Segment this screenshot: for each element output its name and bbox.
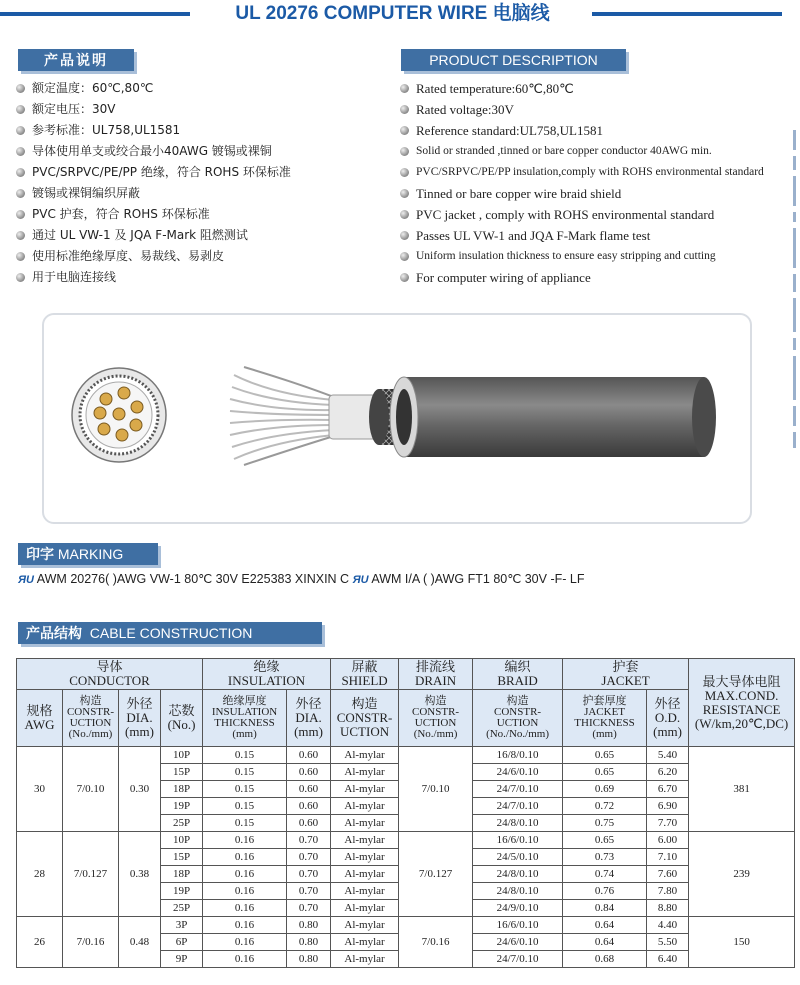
cell-cores: 15P bbox=[161, 764, 203, 781]
header-cores: 芯数 (No.) bbox=[161, 690, 203, 747]
cell-jacket-thickness: 0.84 bbox=[563, 900, 647, 917]
cell-cores: 18P bbox=[161, 781, 203, 798]
cell-cores: 18P bbox=[161, 866, 203, 883]
cell-jacket-od: 7.10 bbox=[647, 849, 689, 866]
marking-part-2: AWM I/A ( )AWG FT1 80℃ 30V -F- LF bbox=[371, 572, 585, 586]
cell-shield: Al-mylar bbox=[331, 832, 399, 849]
header-conductor-construction: 构造 CONSTR- UCTION (No./mm) bbox=[63, 690, 119, 747]
cell-insulation-thickness: 0.15 bbox=[203, 815, 287, 832]
cell-jacket-od: 6.40 bbox=[647, 951, 689, 968]
group-header-drain: 排流线 DRAIN bbox=[399, 659, 473, 690]
cell-shield: Al-mylar bbox=[331, 951, 399, 968]
cell-insulation-thickness: 0.16 bbox=[203, 849, 287, 866]
cell-jacket-thickness: 0.74 bbox=[563, 866, 647, 883]
cell-shield: Al-mylar bbox=[331, 815, 399, 832]
cell-cores: 19P bbox=[161, 883, 203, 900]
header-rule-right bbox=[592, 12, 782, 16]
description-list-cn bbox=[14, 78, 291, 288]
cell-braid: 24/7/0.10 bbox=[473, 798, 563, 815]
cell-insulation-thickness: 0.16 bbox=[203, 917, 287, 934]
cell-insulation-thickness: 0.16 bbox=[203, 832, 287, 849]
table-row bbox=[17, 747, 795, 764]
ul-logo-icon: ЯU bbox=[18, 574, 34, 586]
description-item: 用于电脑连接线 bbox=[14, 267, 291, 288]
cell-shield: Al-mylar bbox=[331, 866, 399, 883]
cell-drain: 7/0.16 bbox=[399, 917, 473, 968]
description-list-en bbox=[398, 78, 764, 288]
group-header-insulation: 绝缘 INSULATION bbox=[203, 659, 331, 690]
cell-drain: 7/0.127 bbox=[399, 832, 473, 917]
cell-insulation-dia: 0.70 bbox=[287, 866, 331, 883]
section-label-en: CABLE CONSTRUCTION bbox=[89, 625, 253, 641]
cell-shield: Al-mylar bbox=[331, 883, 399, 900]
section-label-cn: 印字 bbox=[26, 547, 54, 563]
cell-insulation-thickness: 0.15 bbox=[203, 798, 287, 815]
cell-cores: 10P bbox=[161, 747, 203, 764]
cell-jacket-thickness: 0.64 bbox=[563, 934, 647, 951]
section-tab-construction bbox=[18, 622, 322, 644]
cell-jacket-thickness: 0.64 bbox=[563, 917, 647, 934]
description-item: 导体使用单支或绞合最小40AWG 镀锡或裸铜 bbox=[14, 141, 291, 162]
cell-jacket-thickness: 0.68 bbox=[563, 951, 647, 968]
section-label: 产品说明 bbox=[44, 53, 108, 69]
cell-awg: 28 bbox=[17, 832, 63, 917]
description-item: PVC/SRPVC/PE/PP 绝缘，符合 ROHS 环保标准 bbox=[14, 162, 291, 183]
section-label-cn: 产品结构 bbox=[26, 626, 82, 642]
cell-insulation-dia: 0.60 bbox=[287, 764, 331, 781]
description-item: Rated voltage:30V bbox=[398, 99, 764, 120]
cell-insulation-dia: 0.60 bbox=[287, 747, 331, 764]
cell-jacket-od: 4.40 bbox=[647, 917, 689, 934]
cell-insulation-thickness: 0.15 bbox=[203, 747, 287, 764]
cell-conductor-construction: 7/0.10 bbox=[63, 747, 119, 832]
cell-shield: Al-mylar bbox=[331, 849, 399, 866]
cell-insulation-dia: 0.70 bbox=[287, 883, 331, 900]
group-header-shield: 屏蔽 SHIELD bbox=[331, 659, 399, 690]
group-header-braid: 编织 BRAID bbox=[473, 659, 563, 690]
section-label-en: MARKING bbox=[57, 546, 124, 562]
cell-jacket-thickness: 0.72 bbox=[563, 798, 647, 815]
description-item: Solid or stranded ,tinned or bare copper conductor 40AWG min. bbox=[398, 141, 764, 162]
header-insulation-dia: 外径 DIA. (mm) bbox=[287, 690, 331, 747]
header-jacket-thickness: 护套厚度 JACKET THICKNESS (mm) bbox=[563, 690, 647, 747]
cell-cores: 25P bbox=[161, 900, 203, 917]
cell-insulation-thickness: 0.16 bbox=[203, 900, 287, 917]
description-item: 镀锡或裸铜编织屏蔽 bbox=[14, 183, 291, 204]
description-item: 额定电压：30V bbox=[14, 99, 291, 120]
header-insulation-thickness: 绝缘厚度 INSULATION THICKNESS (mm) bbox=[203, 690, 287, 747]
cross-section bbox=[72, 368, 166, 462]
section-tab-marking bbox=[18, 543, 158, 565]
side-watermark bbox=[788, 130, 800, 450]
cell-conductor-dia: 0.30 bbox=[119, 747, 161, 832]
section-label: PRODUCT DESCRIPTION bbox=[429, 52, 598, 68]
cell-shield: Al-mylar bbox=[331, 934, 399, 951]
cell-insulation-dia: 0.70 bbox=[287, 849, 331, 866]
cell-cores: 6P bbox=[161, 934, 203, 951]
cell-braid: 24/8/0.10 bbox=[473, 866, 563, 883]
cell-max-resistance: 381 bbox=[689, 747, 795, 832]
exposed-wires bbox=[230, 367, 344, 465]
cable-construction-table bbox=[16, 658, 795, 968]
cable-illustration-panel bbox=[42, 313, 752, 524]
cell-insulation-dia: 0.60 bbox=[287, 815, 331, 832]
cell-awg: 26 bbox=[17, 917, 63, 968]
cell-cores: 9P bbox=[161, 951, 203, 968]
cell-insulation-dia: 0.70 bbox=[287, 832, 331, 849]
cell-cores: 3P bbox=[161, 917, 203, 934]
description-item: Tinned or bare copper wire braid shield bbox=[398, 183, 764, 204]
cell-insulation-thickness: 0.16 bbox=[203, 866, 287, 883]
cell-braid: 24/5/0.10 bbox=[473, 849, 563, 866]
cell-jacket-od: 6.90 bbox=[647, 798, 689, 815]
description-item: 使用标准绝缘厚度、易裁线、易剥皮 bbox=[14, 246, 291, 267]
cell-conductor-construction: 7/0.16 bbox=[63, 917, 119, 968]
cell-insulation-dia: 0.80 bbox=[287, 934, 331, 951]
cell-insulation-dia: 0.80 bbox=[287, 917, 331, 934]
cell-jacket-thickness: 0.75 bbox=[563, 815, 647, 832]
cell-insulation-thickness: 0.16 bbox=[203, 951, 287, 968]
cell-jacket-od: 6.70 bbox=[647, 781, 689, 798]
cell-shield: Al-mylar bbox=[331, 764, 399, 781]
cell-jacket-od: 7.70 bbox=[647, 815, 689, 832]
description-item: Rated temperature:60℃,80℃ bbox=[398, 78, 764, 99]
cell-braid: 24/9/0.10 bbox=[473, 900, 563, 917]
header-drain-construction: 构造 CONSTR- UCTION (No./mm) bbox=[399, 690, 473, 747]
table-body bbox=[17, 747, 795, 968]
header-jacket-od: 外径 O.D. (mm) bbox=[647, 690, 689, 747]
cell-jacket-thickness: 0.65 bbox=[563, 832, 647, 849]
description-item: PVC 护套，符合 ROHS 环保标准 bbox=[14, 204, 291, 225]
cell-conductor-dia: 0.48 bbox=[119, 917, 161, 968]
cell-cores: 15P bbox=[161, 849, 203, 866]
section-tab-product-desc-en bbox=[401, 49, 626, 71]
description-item: Uniform insulation thickness to ensure easy stripping and cutting bbox=[398, 246, 764, 267]
header-braid-construction: 构造 CONSTR- UCTION (No./No./mm) bbox=[473, 690, 563, 747]
cell-braid: 16/8/0.10 bbox=[473, 747, 563, 764]
table-row bbox=[17, 832, 795, 849]
group-header-jacket: 护套 JACKET bbox=[563, 659, 689, 690]
cell-braid: 16/6/0.10 bbox=[473, 832, 563, 849]
cell-shield: Al-mylar bbox=[331, 747, 399, 764]
cable-illustration bbox=[44, 315, 750, 522]
cell-jacket-thickness: 0.76 bbox=[563, 883, 647, 900]
description-item: 通过 UL VW-1 及 JQA F-Mark 阻燃测试 bbox=[14, 225, 291, 246]
cell-conductor-construction: 7/0.127 bbox=[63, 832, 119, 917]
description-item: For computer wiring of appliance bbox=[398, 267, 764, 288]
cell-braid: 24/8/0.10 bbox=[473, 883, 563, 900]
cell-jacket-od: 5.50 bbox=[647, 934, 689, 951]
cell-jacket-od: 6.20 bbox=[647, 764, 689, 781]
cell-jacket-od: 5.40 bbox=[647, 747, 689, 764]
cell-conductor-dia: 0.38 bbox=[119, 832, 161, 917]
cell-insulation-thickness: 0.16 bbox=[203, 883, 287, 900]
cell-jacket-thickness: 0.65 bbox=[563, 747, 647, 764]
cell-insulation-dia: 0.80 bbox=[287, 951, 331, 968]
description-item: 参考标准：UL758,UL1581 bbox=[14, 120, 291, 141]
ul-logo-icon: ЯU bbox=[352, 574, 369, 586]
cell-cores: 10P bbox=[161, 832, 203, 849]
cell-jacket-od: 6.00 bbox=[647, 832, 689, 849]
cell-braid: 24/6/0.10 bbox=[473, 934, 563, 951]
cell-jacket-od: 7.60 bbox=[647, 866, 689, 883]
description-item: Reference standard:UL758,UL1581 bbox=[398, 120, 764, 141]
cell-insulation-thickness: 0.15 bbox=[203, 781, 287, 798]
cell-braid: 24/8/0.10 bbox=[473, 815, 563, 832]
cell-max-resistance: 150 bbox=[689, 917, 795, 968]
group-header-conductor: 导体 CONDUCTOR bbox=[17, 659, 203, 690]
section-tab-product-desc-cn bbox=[18, 49, 134, 71]
cell-jacket-thickness: 0.65 bbox=[563, 764, 647, 781]
cell-jacket-thickness: 0.69 bbox=[563, 781, 647, 798]
cell-braid: 24/7/0.10 bbox=[473, 781, 563, 798]
marking-part-1: AWM 20276( )AWG VW-1 80℃ 30V E225383 XINXIN C bbox=[36, 572, 350, 586]
cell-insulation-thickness: 0.15 bbox=[203, 764, 287, 781]
header-shield-construction: 构造 CONSTR- UCTION bbox=[331, 690, 399, 747]
cell-max-resistance: 239 bbox=[689, 832, 795, 917]
cell-jacket-od: 7.80 bbox=[647, 883, 689, 900]
cell-jacket-thickness: 0.73 bbox=[563, 849, 647, 866]
cell-braid: 24/7/0.10 bbox=[473, 951, 563, 968]
cell-jacket-od: 8.80 bbox=[647, 900, 689, 917]
cell-shield: Al-mylar bbox=[331, 900, 399, 917]
description-item: Passes UL VW-1 and JQA F-Mark flame test bbox=[398, 225, 764, 246]
description-item: PVC jacket , comply with ROHS environmental standard bbox=[398, 204, 764, 225]
page-title: UL 20276 COMPUTER WIRE 电脑线 bbox=[235, 3, 550, 24]
table-row bbox=[17, 917, 795, 934]
cell-drain: 7/0.10 bbox=[399, 747, 473, 832]
cell-insulation-thickness: 0.16 bbox=[203, 934, 287, 951]
cell-insulation-dia: 0.70 bbox=[287, 900, 331, 917]
cell-braid: 24/6/0.10 bbox=[473, 764, 563, 781]
cell-braid: 16/6/0.10 bbox=[473, 917, 563, 934]
description-item: 额定温度：60℃,80℃ bbox=[14, 78, 291, 99]
cell-cores: 25P bbox=[161, 815, 203, 832]
cell-insulation-dia: 0.60 bbox=[287, 798, 331, 815]
cell-insulation-dia: 0.60 bbox=[287, 781, 331, 798]
cell-shield: Al-mylar bbox=[331, 781, 399, 798]
cell-shield: Al-mylar bbox=[331, 798, 399, 815]
marking-text bbox=[18, 571, 584, 586]
header-awg: 规格 AWG bbox=[17, 690, 63, 747]
header-max-resistance: 最大导体电阻 MAX.COND. RESISTANCE (W/km,20℃,DC) bbox=[689, 659, 795, 747]
description-item: PVC/SRPVC/PE/PP insulation,comply with ROHS environmental standard bbox=[398, 162, 764, 183]
cell-cores: 19P bbox=[161, 798, 203, 815]
cell-shield: Al-mylar bbox=[331, 917, 399, 934]
cell-awg: 30 bbox=[17, 747, 63, 832]
header-rule-left bbox=[0, 12, 190, 16]
header-conductor-dia: 外径 DIA. (mm) bbox=[119, 690, 161, 747]
